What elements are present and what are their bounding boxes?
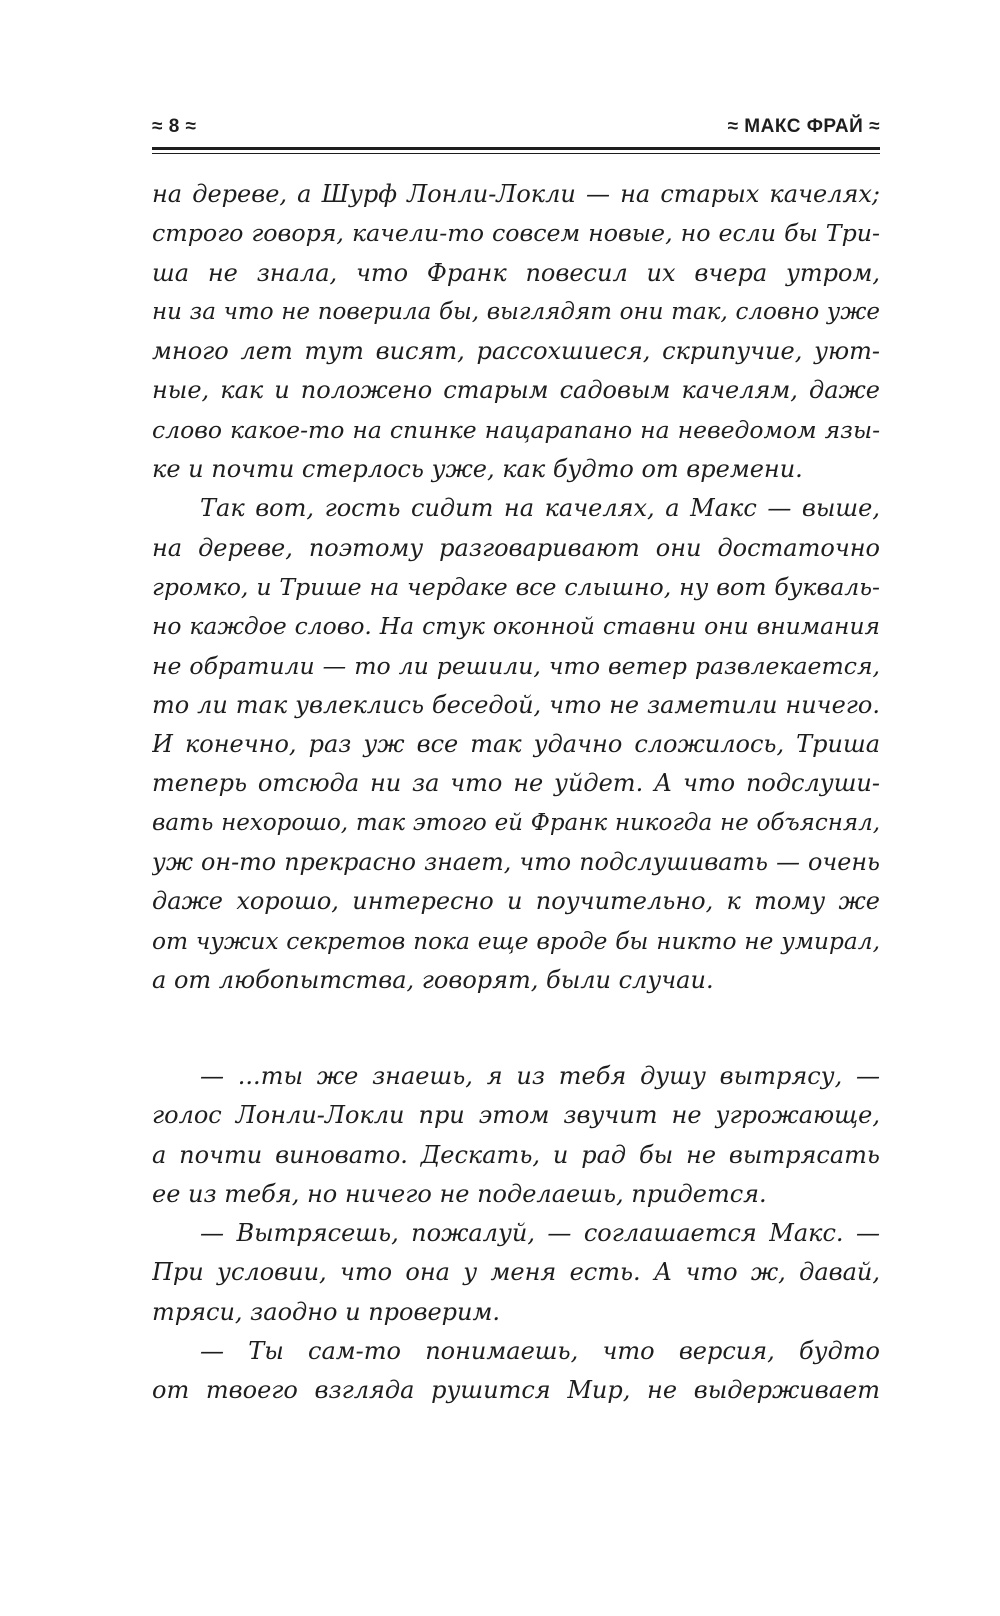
text-line: ные, как и положено старым садовым качелям, даже	[152, 376, 880, 405]
text-line: вать нехорошо, так этого ей Франк никогда не объяснял,	[152, 809, 880, 836]
text-line: тряси, заодно и проверим.	[152, 1297, 500, 1326]
text-line: Так вот, гость сидит на качелях, а Макс — выше,	[200, 494, 880, 523]
text-line: теперь отсюда ни за что не уйдет. А что подслуши-	[152, 769, 880, 798]
header-rule-thick	[152, 147, 880, 150]
text-line: не обратили — то ли решили, что ветер развлекается,	[152, 651, 880, 680]
text-line: на дереве, а Шурф Лонли-Локли — на старых качелях;	[152, 180, 880, 208]
text-line: — Ты сам-то понимаешь, что версия, будто	[200, 1337, 880, 1366]
text-line: строго говоря, качели-то совсем новые, но если бы Три-	[152, 219, 880, 248]
text-line: голос Лонли-Локли при этом звучит не угрожающе,	[152, 1101, 880, 1130]
header-rule-thin	[152, 153, 880, 154]
text-line: а почти виновато. Дескать, и рад бы не вытрясать	[152, 1140, 880, 1169]
text-line: но каждое слово. На стук оконной ставни они внимания	[152, 612, 880, 641]
text-line: ее из тебя, но ничего не поделаешь, придется.	[152, 1179, 767, 1208]
text-line: ни за что не поверила бы, выглядят они так, словно уже	[152, 298, 880, 325]
author-name: ≈ МАКС ФРАЙ ≈	[727, 116, 880, 137]
text-line: ша не знала, что Франк повесил их вчера утром,	[152, 258, 880, 287]
text-line: При условии, что она у меня есть. А что ж, давай,	[152, 1258, 880, 1287]
text-line: даже хорошо, интересно и поучительно, к тому же	[152, 887, 880, 916]
text-line: много лет тут висят, рассохшиеся, скрипучие, уют-	[152, 337, 880, 366]
text-block-dialogue	[152, 1057, 880, 1411]
text-line: слово какое-то на спинке нацарапано на неведомом язы-	[152, 415, 880, 444]
text-line: то ли так увлеклись беседой, что не заметили ничего.	[152, 690, 880, 719]
text-line: громко, и Трише на чердаке все слышно, ну вот букваль-	[152, 572, 880, 601]
text-line: — Вытрясешь, пожалуй, — соглашается Макс. —	[200, 1219, 880, 1248]
text-line: а от любопытства, говорят, были случаи.	[152, 965, 714, 994]
text-line: от твоего взгляда рушится Мир, не выдерживает	[152, 1376, 880, 1405]
text-block-main	[152, 175, 880, 1000]
text-line: уж он-то прекрасно знает, что подслушивать — очень	[152, 848, 880, 877]
page-number: ≈ 8 ≈	[152, 116, 197, 137]
text-line: — ...ты же знаешь, я из тебя душу вытрясу, —	[200, 1062, 880, 1090]
running-header	[152, 116, 880, 144]
text-line: ке и почти стерлось уже, как будто от времени.	[152, 455, 803, 484]
text-line: от чужих секретов пока еще вроде бы никто не умирал,	[152, 927, 880, 955]
text-line: И конечно, раз уж все так удачно сложилось, Триша	[152, 730, 880, 759]
text-line: на дереве, поэтому разговаривают они достаточно	[152, 533, 880, 562]
